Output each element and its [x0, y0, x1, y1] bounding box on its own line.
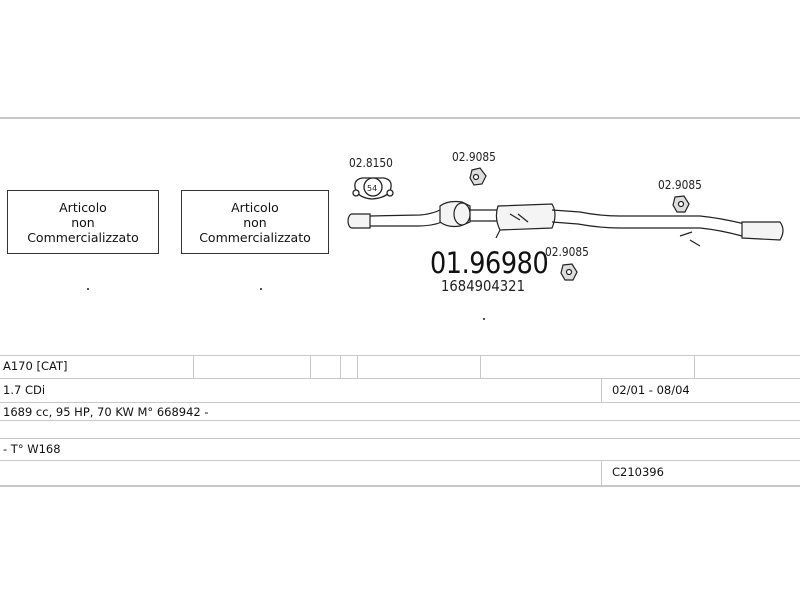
- reference-cell: C210396: [612, 465, 664, 479]
- box2-line2: non: [243, 214, 267, 230]
- table-col-4: [357, 356, 358, 378]
- oem-code-label: 1684904321: [441, 277, 525, 295]
- table-col-3: [340, 356, 341, 378]
- engine-cell: 1.7 CDi: [3, 383, 46, 397]
- box1-line1: Articolo: [59, 199, 107, 215]
- table-col-1: [193, 356, 194, 378]
- table-line-2: [0, 378, 800, 379]
- table-col-2: [310, 356, 311, 378]
- hanger-icon-2: [673, 196, 689, 212]
- type-cell: - T° W168: [3, 442, 61, 456]
- table-line-4: [0, 420, 800, 421]
- clamp-code-label: 02.8150: [349, 155, 393, 170]
- table-col-5: [480, 356, 481, 378]
- spec-cell: 1689 cc, 95 HP, 70 KW M° 668942 -: [3, 405, 209, 419]
- hanger-code-label-3: 02.9085: [545, 244, 589, 259]
- table-line-6: [0, 460, 800, 461]
- box1-line3: Commercializzato: [27, 229, 139, 245]
- table-line-5: [0, 438, 800, 439]
- table-line-3: [0, 402, 800, 403]
- clamp-size-label: 54: [367, 184, 378, 193]
- box1-line2: non: [71, 214, 95, 230]
- model-cell: A170 [CAT]: [3, 359, 68, 373]
- hanger-code-label-1: 02.9085: [452, 149, 496, 164]
- table-col-ref: [601, 461, 602, 485]
- table-col-period: [601, 379, 602, 402]
- hanger-icon-3: [561, 264, 577, 280]
- box2-line3: Commercializzato: [199, 229, 311, 245]
- hanger-code-label-2: 02.9085: [658, 177, 702, 192]
- muffler-code-label: 01.96980: [430, 246, 549, 280]
- table-line-7: [0, 485, 800, 487]
- table-line-1: [0, 355, 800, 356]
- table-col-6: [694, 356, 695, 378]
- muffler-assembly: [348, 202, 783, 247]
- period-cell: 02/01 - 08/04: [612, 383, 690, 397]
- hanger-icon-1: [470, 168, 486, 185]
- box2-line1: Articolo: [231, 199, 279, 215]
